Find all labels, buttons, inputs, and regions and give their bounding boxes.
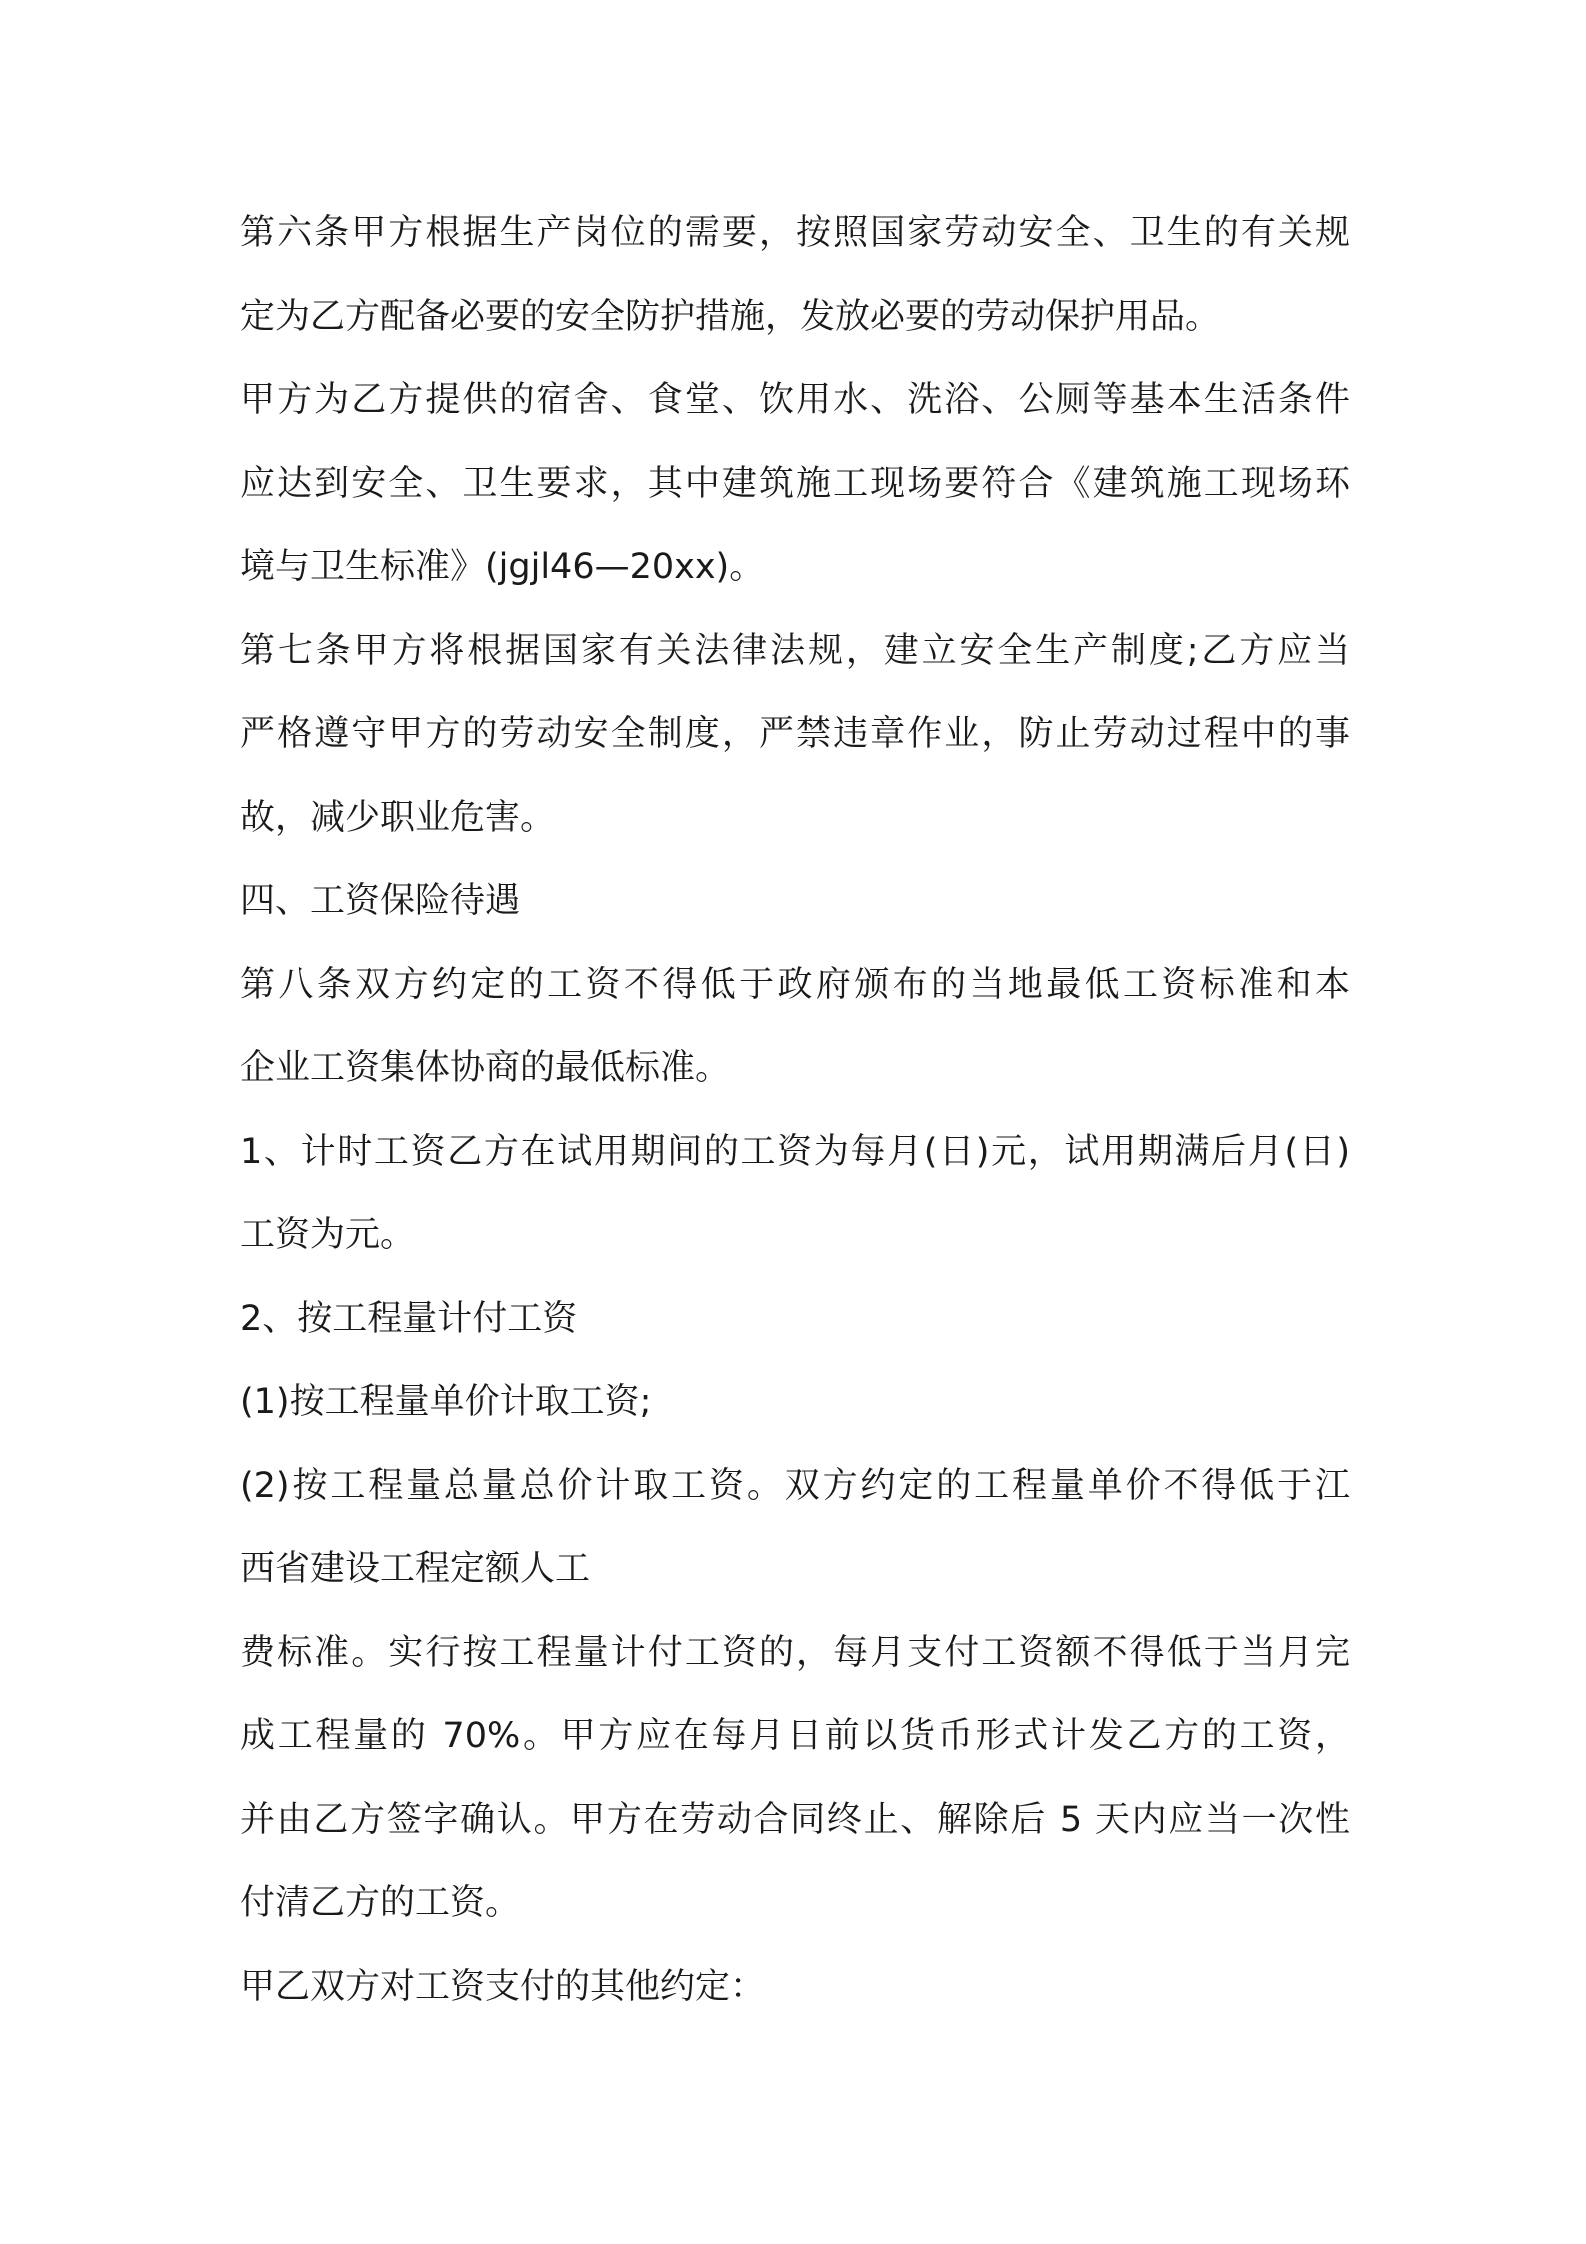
text-line: 甲方为乙方提供的宿舍、食堂、饮用水、洗浴、公厕等基本生活条件 <box>240 380 1350 420</box>
text-line: 西省建设工程定额人工 <box>240 1549 591 1589</box>
text-line: 工资为元。 <box>240 1215 416 1255</box>
text-line: 甲乙双方对工资支付的其他约定： <box>240 1966 766 2007</box>
text-line: 企业工资集体协商的最低标准。 <box>240 1048 731 1088</box>
text-line: 定为乙方配备必要的安全防护措施，发放必要的劳动保护用品。 <box>240 296 1221 337</box>
text-line: 第六条甲方根据生产岗位的需要，按照国家劳动安全、卫生的有关规 <box>240 213 1350 253</box>
text-line: 1、计时工资乙方在试用期间的工资为每月(日)元，试用期满后月(日) <box>240 1131 1350 1172</box>
text-line: 付清乙方的工资。 <box>240 1883 521 1923</box>
document-body <box>240 192 1350 2029</box>
text-line: 故，减少职业危害。 <box>240 797 556 838</box>
text-line: (2)按工程量总量总价计取工资。双方约定的工程量单价不得低于江 <box>240 1465 1350 1506</box>
text-line: 严格遵守甲方的劳动安全制度，严禁违章作业，防止劳动过程中的事 <box>240 714 1350 754</box>
text-line: 成工程量的 70%。甲方应在每月日前以货币形式计发乙方的工资， <box>240 1716 1350 1756</box>
text-line: 并由乙方签字确认。甲方在劳动合同终止、解除后 5 天内应当一次性 <box>240 1799 1350 1840</box>
text-line: 第七条甲方将根据国家有关法律法规，建立安全生产制度;乙方应当 <box>240 630 1350 671</box>
text-line: 费标准。实行按工程量计付工资的，每月支付工资额不得低于当月完 <box>240 1632 1350 1673</box>
text-line: 境与卫生标准》(jgjl46—20xx)。 <box>240 547 765 587</box>
text-line: (1)按工程量单价计取工资; <box>240 1382 652 1422</box>
text-line: 第八条双方约定的工资不得低于政府颁布的当地最低工资标准和本 <box>240 964 1350 1005</box>
section-heading: 四、工资保险待遇 <box>240 881 521 921</box>
text-line: 2、按工程量计付工资 <box>240 1298 578 1339</box>
text-line: 应达到安全、卫生要求，其中建筑施工现场要符合《建筑施工现场环 <box>240 463 1350 504</box>
